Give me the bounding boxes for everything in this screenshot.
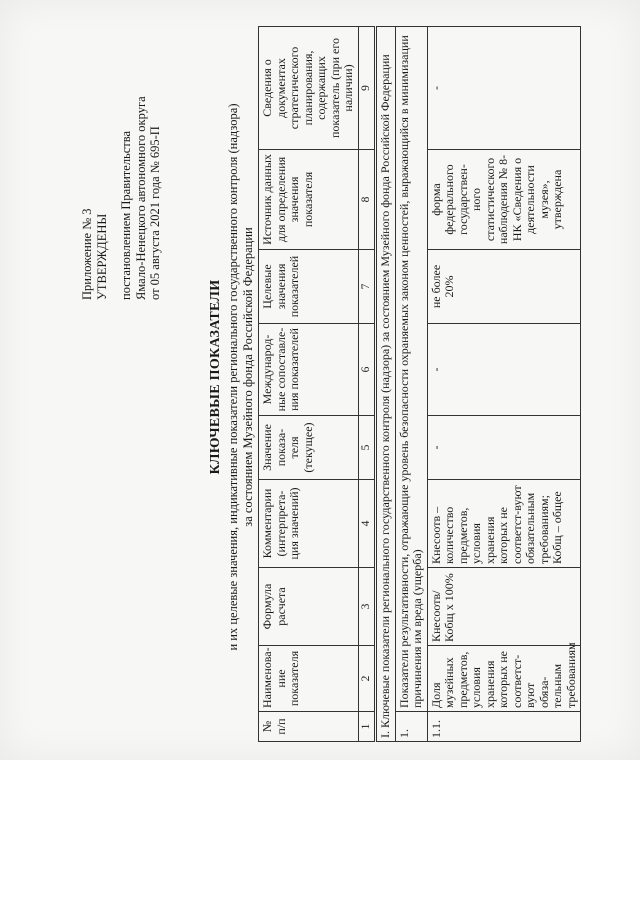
document-subtitle: за состоянием Музейного фонда Российской Федерации: [240, 227, 255, 527]
column-header: Значение показа-теля (текущее): [259, 416, 359, 480]
column-number: 5: [358, 416, 376, 480]
indicator-international: -: [427, 324, 581, 416]
column-number: 6: [358, 324, 376, 416]
title-block: [208, 32, 255, 722]
indicator-current-value: -: [427, 416, 581, 480]
column-number: 7: [358, 250, 376, 324]
indicator-name: Доля музейных предметов, условия хранения которых не соответст-вуют обяза-тельным требованиям: [427, 646, 581, 712]
column-number: 1: [358, 712, 376, 742]
row-number: 1.1.: [427, 712, 581, 742]
column-header: Комментарии (интерпрета-ция значений): [259, 480, 359, 568]
column-number: 3: [358, 568, 376, 646]
indicator-formula: Кнесоотв/ Кобщ х 100%: [427, 568, 581, 646]
section-heading-row: [376, 27, 396, 742]
column-number-row: [358, 27, 376, 742]
rotated-content: [58, 18, 618, 742]
column-number: 9: [358, 27, 376, 150]
section-heading: I. Ключевые показатели регионального государственного контроля (надзора) за состоянием Музейного фонда Российской Федерации: [376, 27, 396, 742]
approval-gap: [109, 30, 119, 300]
document-title: КЛЮЧЕВЫЕ ПОКАЗАТЕЛИ: [208, 279, 223, 475]
subsection-row: [395, 27, 427, 742]
indicators-table: [258, 26, 581, 742]
approval-line: Приложение № 3: [80, 208, 94, 300]
column-header: Международ-ные сопоставле-ния показателей: [259, 324, 359, 416]
column-header: Формула расчета: [259, 568, 359, 646]
indicator-source: форма федерального государствен-ного статистического наблюдения № 8-НК «Сведения о деятельности музея», утверждена: [427, 150, 581, 250]
column-header: № п/п: [259, 712, 359, 742]
column-header: Целевые значения показателей: [259, 250, 359, 324]
column-number: 8: [358, 150, 376, 250]
indicator-target: не более 20%: [427, 250, 581, 324]
approval-line: от 05 августа 2021 года № 695-П: [148, 126, 162, 300]
subsection-text: Показатели результативности, отражающие уровень безопасности охраняемых законом ценностей, выражающийся в минимизации причинения им вреда (ущерба): [395, 27, 427, 712]
indicator-strategic-docs: -: [427, 27, 581, 150]
column-header: Сведения о документах стратегического планирования, содержащих показатель (при его наличии): [259, 27, 359, 150]
column-header: Источник данных для определения значения показателя: [259, 150, 359, 250]
subsection-number: 1.: [395, 712, 427, 742]
approval-line: УТВЕРЖДЕНЫ: [94, 213, 109, 300]
column-header: Наименова-ние показателя: [259, 646, 359, 712]
approval-line: Ямало-Ненецкого автономного округа: [133, 96, 148, 300]
column-number: 2: [358, 646, 376, 712]
indicator-comment: Кнесоотв – количество предметов, условия хранения которых не соответст-вуют обязательным требованиям; Кобщ – общее: [427, 480, 581, 568]
table-row: [427, 27, 581, 742]
column-number: 4: [358, 480, 376, 568]
approval-block: [80, 30, 163, 300]
document-subtitle: и их целевые значения, индикативные показатели регионального государственного контроля (надзора): [226, 103, 240, 651]
approval-line: постановлением Правительства: [119, 130, 133, 300]
table-header-row: [259, 27, 359, 742]
